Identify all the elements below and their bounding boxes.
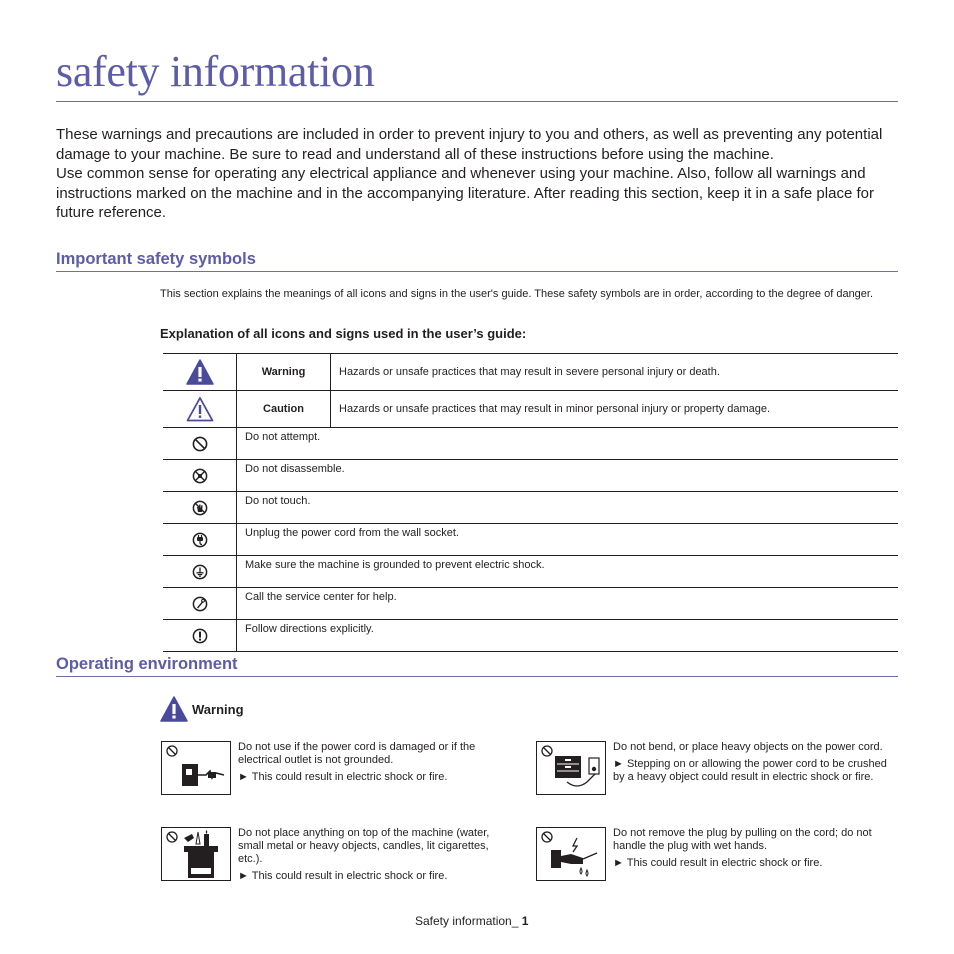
symbol-description: Unplug the power cord from the wall socket. — [237, 524, 899, 556]
symbol-description: Do not attempt. — [237, 428, 899, 460]
symbol-description: Make sure the machine is grounded to prevent electric shock. — [237, 556, 899, 588]
symbol-description: Do not touch. — [237, 492, 899, 524]
footer-label: Safety information_ — [415, 914, 522, 928]
symbols-description: This section explains the meanings of all icons and signs in the user's guide. These safety symbols are in order, according to the degree of danger. — [160, 288, 874, 300]
table-row — [163, 391, 898, 428]
warning-consequence: ► This could result in electric shock or fire. — [613, 857, 823, 869]
warning-text: Do not place anything on top of the machine (water, small metal or heavy objects, candles, lit cigarettes, etc.). — [238, 827, 490, 865]
symbol-description: Hazards or unsafe practices that may result in severe personal injury or death. — [331, 354, 899, 391]
symbol-description: Do not disassemble. — [237, 460, 899, 492]
damaged-cord-illustration — [161, 741, 231, 795]
section-heading-safety-symbols: Important safety symbols — [56, 250, 256, 268]
no-touch-icon — [192, 500, 208, 516]
warning-consequence: ► This could result in electric shock or fire. — [238, 771, 448, 783]
warning-text: Do not remove the plug by pulling on the cord; do not handle the plug with wet hands. — [613, 827, 872, 852]
table-row — [163, 460, 898, 492]
table-row — [163, 588, 898, 620]
intro-paragraph-2: Use common sense for operating any electrical appliance and whenever using your machine. Also, follow all warnings and instructions marked on the machine and in the accompanying literature. After reading this section, keep it in a safe place for future reference. — [56, 165, 874, 221]
objects-on-machine-illustration — [161, 827, 231, 881]
warning-consequence: ► This could result in electric shock or fire. — [238, 870, 448, 882]
warning-callout — [160, 696, 244, 722]
page-title: safety information — [56, 47, 375, 96]
intro-paragraph-1: These warnings and precautions are included in order to prevent injury to you and others, as well as preventing any potential damage to your machine. Be sure to read and understand all of these instructions before using the machine. — [56, 126, 883, 163]
page-footer — [415, 914, 528, 928]
title-divider — [56, 101, 898, 102]
table-row — [163, 556, 898, 588]
service-call-icon — [192, 596, 208, 612]
symbol-description: Hazards or unsafe practices that may result in minor personal injury or property damage. — [331, 391, 899, 428]
symbol-label: Caution — [237, 391, 331, 428]
warning-filled-icon — [186, 359, 214, 385]
prohibited-icon — [192, 436, 208, 452]
safety-symbols-table — [163, 353, 898, 652]
caution-outline-icon — [186, 396, 214, 422]
table-row — [163, 524, 898, 556]
table-row — [163, 428, 898, 460]
section-heading-operating-environment: Operating environment — [56, 655, 238, 673]
wet-hands-plug-illustration — [536, 827, 606, 881]
follow-directions-icon — [192, 628, 208, 644]
symbol-description: Call the service center for help. — [237, 588, 899, 620]
symbol-label: Warning — [237, 354, 331, 391]
table-row — [163, 492, 898, 524]
table-row — [163, 620, 898, 652]
section-divider — [56, 676, 898, 677]
symbols-subheading: Explanation of all icons and signs used in the user’s guide: — [160, 326, 527, 341]
warning-text: Do not use if the power cord is damaged or if the electrical outlet is not grounded. — [238, 741, 476, 766]
warning-filled-icon — [160, 696, 188, 722]
warning-label: Warning — [192, 701, 244, 717]
page-number: 1 — [521, 914, 529, 928]
ground-icon — [192, 564, 208, 580]
section-divider — [56, 271, 898, 272]
unplug-icon — [192, 532, 208, 548]
warning-text: Do not bend, or place heavy objects on the power cord. — [613, 741, 883, 753]
symbol-description: Follow directions explicitly. — [237, 620, 899, 652]
bent-cord-illustration — [536, 741, 606, 795]
no-disassemble-icon — [192, 468, 208, 484]
warning-consequence: ► Stepping on or allowing the power cord to be crushed by a heavy object could result in electric shock or fire. — [613, 758, 887, 783]
table-row — [163, 354, 898, 391]
